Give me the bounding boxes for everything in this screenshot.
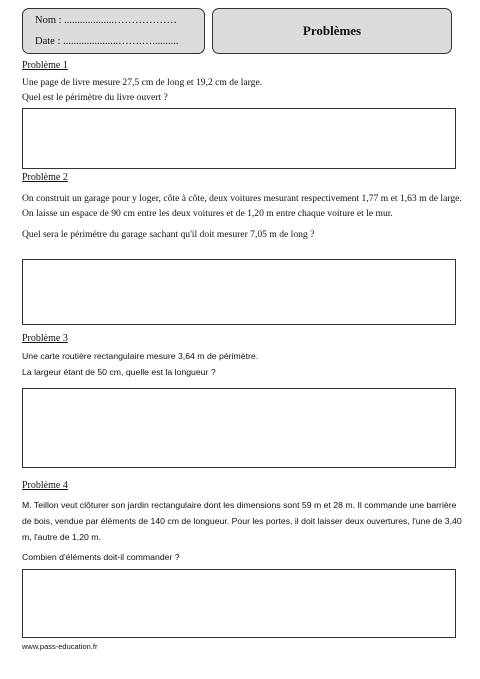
problem-2-line-3: Quel sera le périmètre du garage sachant qu'il doit mesurer 7,05 m de long ?	[22, 229, 315, 240]
problem-4-answer-box[interactable]	[22, 569, 456, 638]
problem-4-text	[22, 497, 468, 565]
name-date-box	[22, 8, 205, 54]
problem-4-heading: Problème 4	[22, 480, 68, 491]
problem-3-text	[22, 348, 468, 380]
name-field: Nom : ...................………………	[35, 15, 178, 26]
problem-4-line-1: M. Teillon veut clôturer son jardin rectangulaire dont les dimensions sont 59 m et 28 m. Il commande une barrière de bois, vendue par éléments de 140 cm de longueur. Pour les portes, il doit laisser deux ouvertures, l'une de 3,40 m, l'autre de 1,20 m.	[22, 500, 462, 542]
footer-website: www.pass-education.fr	[22, 642, 98, 651]
problem-2-line-2: On laisse un espace de 90 cm entre les deux voitures et de 1,20 m entre chaque voiture et le mur.	[22, 208, 393, 219]
page-title: Problèmes	[302, 23, 362, 38]
problem-1-answer-box[interactable]	[22, 108, 456, 169]
problem-1-text	[22, 75, 468, 105]
problem-3-line-1: Une carte routière rectangulaire mesure 3,64 m de périmètre.	[22, 351, 259, 361]
problem-3-line-2: La largeur étant de 50 cm, quelle est la longueur ?	[22, 367, 216, 377]
title-box	[212, 8, 452, 54]
problem-2-text	[22, 191, 468, 242]
problem-3-heading: Problème 3	[22, 333, 68, 344]
problem-2-answer-box[interactable]	[22, 259, 456, 325]
problem-2-line-1: On construit un garage pour y loger, côte à côte, deux voitures mesurant respectivement 1,77 m et 1,63 m de large.	[22, 193, 462, 204]
problem-1-heading: Problème 1	[22, 60, 68, 71]
problem-2-heading: Problème 2	[22, 172, 68, 183]
problem-3-answer-box[interactable]	[22, 388, 456, 468]
problem-4-line-2: Combien d'éléments doit-il commander ?	[22, 552, 180, 562]
problem-1-line-2: Quel est le périmètre du livre ouvert ?	[22, 92, 168, 103]
problem-1-line-1: Une page de livre mesure 27,5 cm de long et 19,2 cm de large.	[22, 77, 263, 88]
date-field: Date : .....................…….…..........	[35, 36, 179, 47]
